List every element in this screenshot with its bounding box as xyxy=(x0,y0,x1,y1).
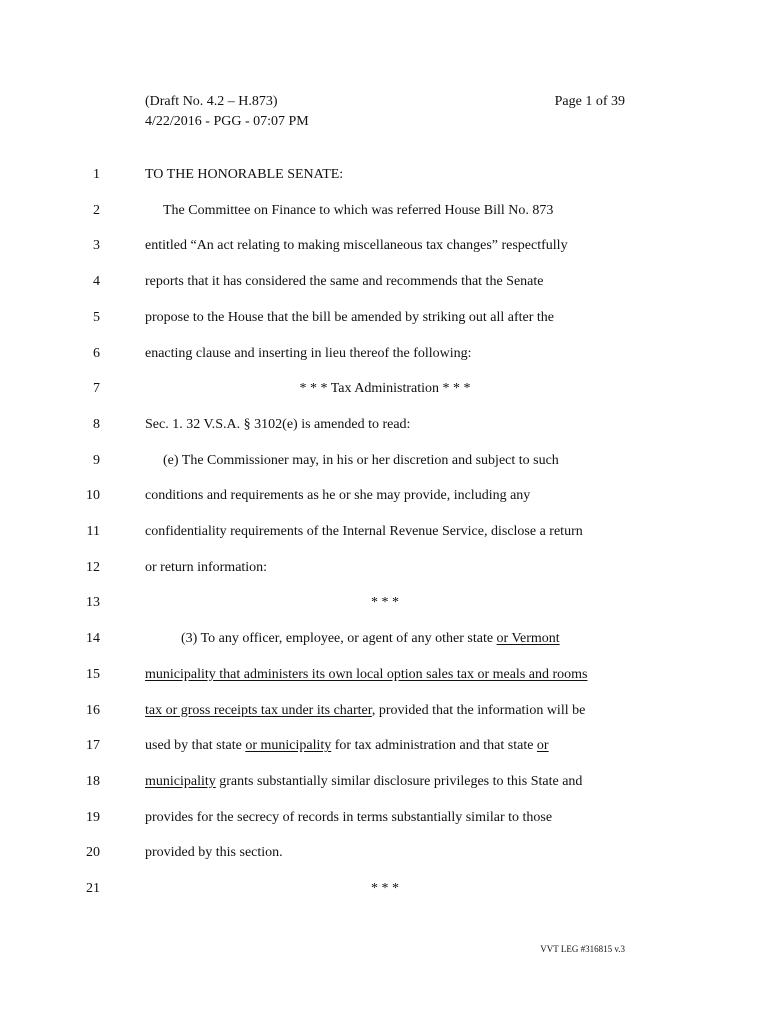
line-number: 5 xyxy=(93,309,100,325)
line-text xyxy=(145,449,625,473)
line-number: 21 xyxy=(86,881,100,896)
document-line xyxy=(0,877,770,901)
text-segment: (3) To any officer, employee, or agent of any other state xyxy=(181,631,497,647)
line-text xyxy=(145,699,625,723)
inserted-text: municipality xyxy=(145,773,216,789)
line-text xyxy=(145,413,625,437)
line-number: 4 xyxy=(93,274,100,290)
line-text xyxy=(145,377,625,401)
line-number: 17 xyxy=(86,738,100,754)
text-segment: Sec. 1. 32 V.S.A. § 3102(e) is amended to read: xyxy=(145,416,411,432)
inserted-text: or municipality xyxy=(245,738,332,754)
document-line xyxy=(0,841,770,865)
text-segment: propose to the House that the bill be amended by striking out all after the xyxy=(145,309,555,325)
document-line xyxy=(0,234,770,258)
inserted-text: or xyxy=(536,738,549,754)
document-line xyxy=(0,377,770,401)
document-id-footer: VVT LEG #316815 v.3 xyxy=(540,944,625,954)
text-segment: for tax administration and that state xyxy=(331,738,537,754)
line-number: 10 xyxy=(86,488,100,504)
line-number: 13 xyxy=(86,595,100,611)
line-text xyxy=(145,199,625,223)
document-line xyxy=(0,199,770,223)
text-segment: entitled “An act relating to making miscellaneous tax changes” respectfully xyxy=(145,238,568,254)
line-number: 3 xyxy=(93,238,100,254)
line-text xyxy=(145,663,625,687)
text-segment: reports that it has considered the same and recommends that the Senate xyxy=(145,274,544,290)
text-segment: , provided that the information will be xyxy=(371,702,586,718)
line-number: 20 xyxy=(86,845,100,861)
text-segment: The Committee on Finance to which was referred House Bill No. 873 xyxy=(163,202,554,218)
line-number: 1 xyxy=(93,167,100,182)
line-text xyxy=(145,342,625,366)
text-segment: provides for the secrecy of records in terms substantially similar to those xyxy=(145,809,553,825)
document-line xyxy=(0,591,770,615)
document-line xyxy=(0,413,770,437)
line-text xyxy=(145,306,625,330)
line-number: 2 xyxy=(93,202,100,218)
document-line xyxy=(0,734,770,758)
document-line xyxy=(0,627,770,651)
text-segment: TO THE HONORABLE SENATE: xyxy=(145,167,344,182)
line-text xyxy=(145,770,625,794)
document-line xyxy=(0,556,770,580)
line-text xyxy=(145,520,625,544)
text-segment: provided by this section. xyxy=(145,845,283,861)
line-number: 14 xyxy=(86,631,100,647)
document-line xyxy=(0,484,770,508)
text-segment: * * * xyxy=(371,595,399,611)
text-segment: used by that state xyxy=(145,738,246,754)
inserted-text: or Vermont xyxy=(496,631,560,647)
line-number: 9 xyxy=(93,452,100,468)
line-number: 18 xyxy=(86,773,100,789)
document-line xyxy=(0,163,770,187)
line-number: 16 xyxy=(86,702,100,718)
text-segment: * * * xyxy=(371,881,399,896)
line-number: 12 xyxy=(86,559,100,575)
line-number: 15 xyxy=(86,666,100,682)
draft-date: 4/22/2016 - PGG - 07:07 PM xyxy=(145,114,309,129)
text-segment: (e) The Commissioner may, in his or her discretion and subject to such xyxy=(163,452,559,468)
document-line xyxy=(0,806,770,830)
document-line xyxy=(0,342,770,366)
document-line xyxy=(0,699,770,723)
draft-header xyxy=(145,92,309,132)
line-text xyxy=(145,234,625,258)
document-line xyxy=(0,306,770,330)
document-line xyxy=(0,770,770,794)
line-text xyxy=(145,163,625,187)
page-number: Page 1 of 39 xyxy=(554,94,625,109)
document-line xyxy=(0,270,770,294)
text-segment: grants substantially similar disclosure privileges to this State and xyxy=(215,773,583,789)
inserted-text: tax or gross receipts tax under its charter xyxy=(145,702,372,718)
line-text xyxy=(145,734,625,758)
line-text xyxy=(145,591,625,615)
text-segment: conditions and requirements as he or she may provide, including any xyxy=(145,488,531,504)
line-number: 19 xyxy=(86,809,100,825)
line-text xyxy=(145,556,625,580)
text-segment: enacting clause and inserting in lieu thereof the following: xyxy=(145,345,472,361)
line-number: 11 xyxy=(86,524,100,539)
line-text xyxy=(145,627,625,651)
text-segment: confidentiality requirements of the Internal Revenue Service, disclose a return xyxy=(145,524,583,539)
line-number: 8 xyxy=(93,416,100,432)
document-line xyxy=(0,663,770,687)
line-number: 7 xyxy=(93,381,100,397)
draft-number: (Draft No. 4.2 – H.873) xyxy=(145,94,278,109)
line-number: 6 xyxy=(93,345,100,361)
line-text xyxy=(145,841,625,865)
line-text xyxy=(145,806,625,830)
line-text xyxy=(145,270,625,294)
inserted-text: municipality that administers its own local option sales tax or meals and rooms xyxy=(145,666,588,682)
text-segment: * * * Tax Administration * * * xyxy=(299,381,471,397)
line-text xyxy=(145,484,625,508)
line-text xyxy=(145,877,625,901)
text-segment: or return information: xyxy=(145,559,268,575)
document-line xyxy=(0,520,770,544)
document-line xyxy=(0,449,770,473)
